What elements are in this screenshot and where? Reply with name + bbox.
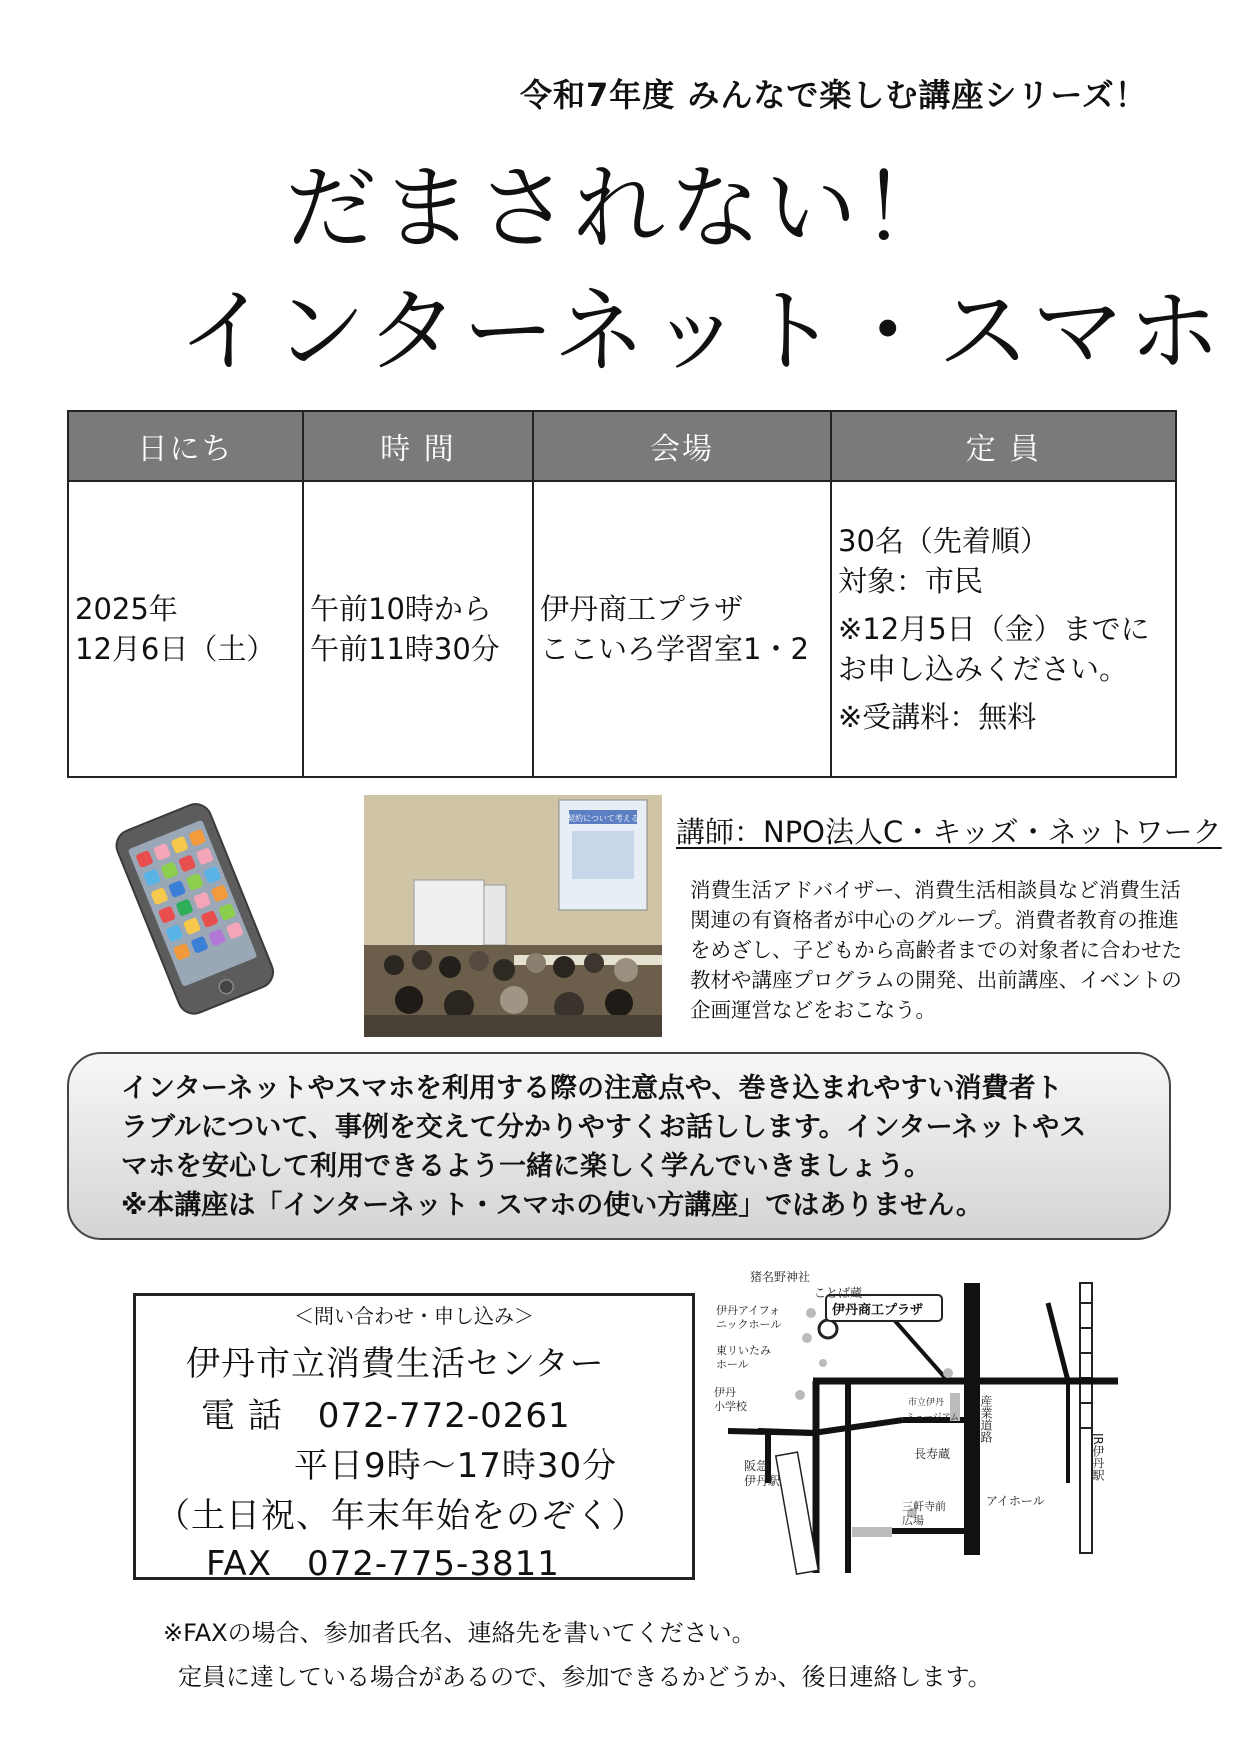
map-label-school-2: 小学校 <box>714 1400 747 1413</box>
map-label-choju: 長寿蔵 <box>914 1447 951 1461</box>
contact-box <box>133 1293 695 1584</box>
access-map <box>714 1270 1128 1573</box>
contact-fax: FAX 072-775-3811 <box>206 1544 560 1584</box>
notice-line-1: インターネットやスマホを利用する際の注意点や、巻き込まれやすい消費者ト <box>121 1073 1063 1104</box>
event-info-table <box>67 410 1177 778</box>
header-date: 日にち <box>68 411 303 481</box>
main-title-line1: だまされない！ <box>285 155 958 262</box>
header-time: 時 間 <box>303 411 533 481</box>
capacity-fee: ※受講料：無料 <box>838 700 1037 734</box>
date-day: 12月6日（土） <box>75 632 276 666</box>
map-label-sangyo-road: 産業道路 <box>979 1395 993 1443</box>
map-label-plaza: 伊丹商工プラザ <box>832 1303 924 1318</box>
map-label-kotobagura: ことば蔵 <box>814 1286 863 1300</box>
venue-name: 伊丹商工プラザ <box>540 592 744 626</box>
contact-hours: 平日9時～17時30分 <box>294 1446 618 1486</box>
lecturer-description: 消費生活アドバイザー、消費生活相談員など消費生活関連の有資格者が中心のグループ。消費者教育の推進をめざし、子どもから高齢者までの対象者に合わせた教材や講座プログラムの開発、出前講座、イベントの企画運営などをおこなう。 <box>690 878 1182 1022</box>
map-label-ihall: アイホール <box>986 1494 1045 1508</box>
header-venue: 会場 <box>533 411 831 481</box>
map-label-higashi-1: 東リいたみ <box>716 1344 771 1357</box>
cell-venue <box>533 481 831 777</box>
notice-line-3: マホを安心して利用できるよう一緒に楽しく学んでいきましょう。 <box>121 1151 931 1182</box>
footer-note-fax: ※FAXの場合、参加者氏名、連絡先を書いてください。 <box>163 1619 756 1647</box>
cell-date <box>68 481 303 777</box>
contact-center-name: 伊丹市立消費生活センター <box>186 1344 605 1384</box>
header-capacity: 定 員 <box>831 411 1176 481</box>
capacity-apply: お申し込みください。 <box>838 652 1129 686</box>
cell-time <box>303 481 533 777</box>
notice-line-4: ※本講座は「インターネット・スマホの使い方講座」ではありません。 <box>121 1190 983 1221</box>
cell-capacity <box>831 481 1176 777</box>
map-label-sankenji-2: 広場 <box>902 1514 924 1527</box>
map-label-museum-2: ミュージアム <box>906 1413 960 1423</box>
contact-heading: ＜問い合わせ・申し込み＞ <box>294 1304 534 1328</box>
contact-closed: （土日祝、年末年始をのぞく） <box>156 1496 646 1536</box>
capacity-count: 30名（先着順） <box>838 524 1049 558</box>
time-end: 午前11時30分 <box>310 632 500 666</box>
date-year: 2025年 <box>75 592 178 626</box>
contact-tel: 電 話 072-772-0261 <box>201 1396 571 1436</box>
notice-line-2: ラブルについて、事例を交えて分かりやすくお話しします。インターネットやス <box>121 1112 1087 1143</box>
time-start: 午前10時から <box>310 592 492 626</box>
capacity-target: 対象：市民 <box>838 564 984 598</box>
footer-note-capacity: 定員に達している場合があるので、参加できるかどうか、後日連絡します。 <box>178 1663 992 1691</box>
map-label-higashi-2: ホール <box>716 1358 749 1371</box>
main-title-line2: インターネット・スマホ <box>178 278 1224 385</box>
smartphone-illustration <box>100 800 285 1020</box>
table-header-row <box>68 411 1176 481</box>
map-label-jr-station: JR伊丹駅 <box>1091 1433 1105 1481</box>
photo-screen-text: 契約について考える <box>567 814 639 823</box>
map-label-hankyu-2: 伊丹駅 <box>744 1474 781 1488</box>
venue-room: ここいろ学習室1・2 <box>540 632 809 666</box>
map-label-aiphonic-1: 伊丹アイフォ <box>716 1304 781 1317</box>
map-label-sankenji-1: 三軒寺前 <box>902 1500 946 1513</box>
lecturer-title: 講師：NPO法人C・キッズ・ネットワーク <box>676 815 1222 849</box>
map-label-school-1: 伊丹 <box>714 1386 736 1399</box>
map-label-inano-shrine: 猪名野神社 <box>750 1270 811 1284</box>
notice-box <box>67 1052 1171 1240</box>
map-label-hankyu-1: 阪急 <box>744 1459 769 1473</box>
lecture-photo-scene <box>364 795 662 1037</box>
table-row <box>68 481 1176 777</box>
capacity-deadline: ※12月5日（金）までに <box>838 612 1150 646</box>
series-title: 令和7年度 みんなで楽しむ講座シリーズ！ <box>520 76 1148 114</box>
map-label-museum-1: 市立伊丹 <box>908 1398 945 1408</box>
lecture-photo <box>364 795 662 1037</box>
map-label-aiphonic-2: ニックホール <box>716 1318 782 1331</box>
